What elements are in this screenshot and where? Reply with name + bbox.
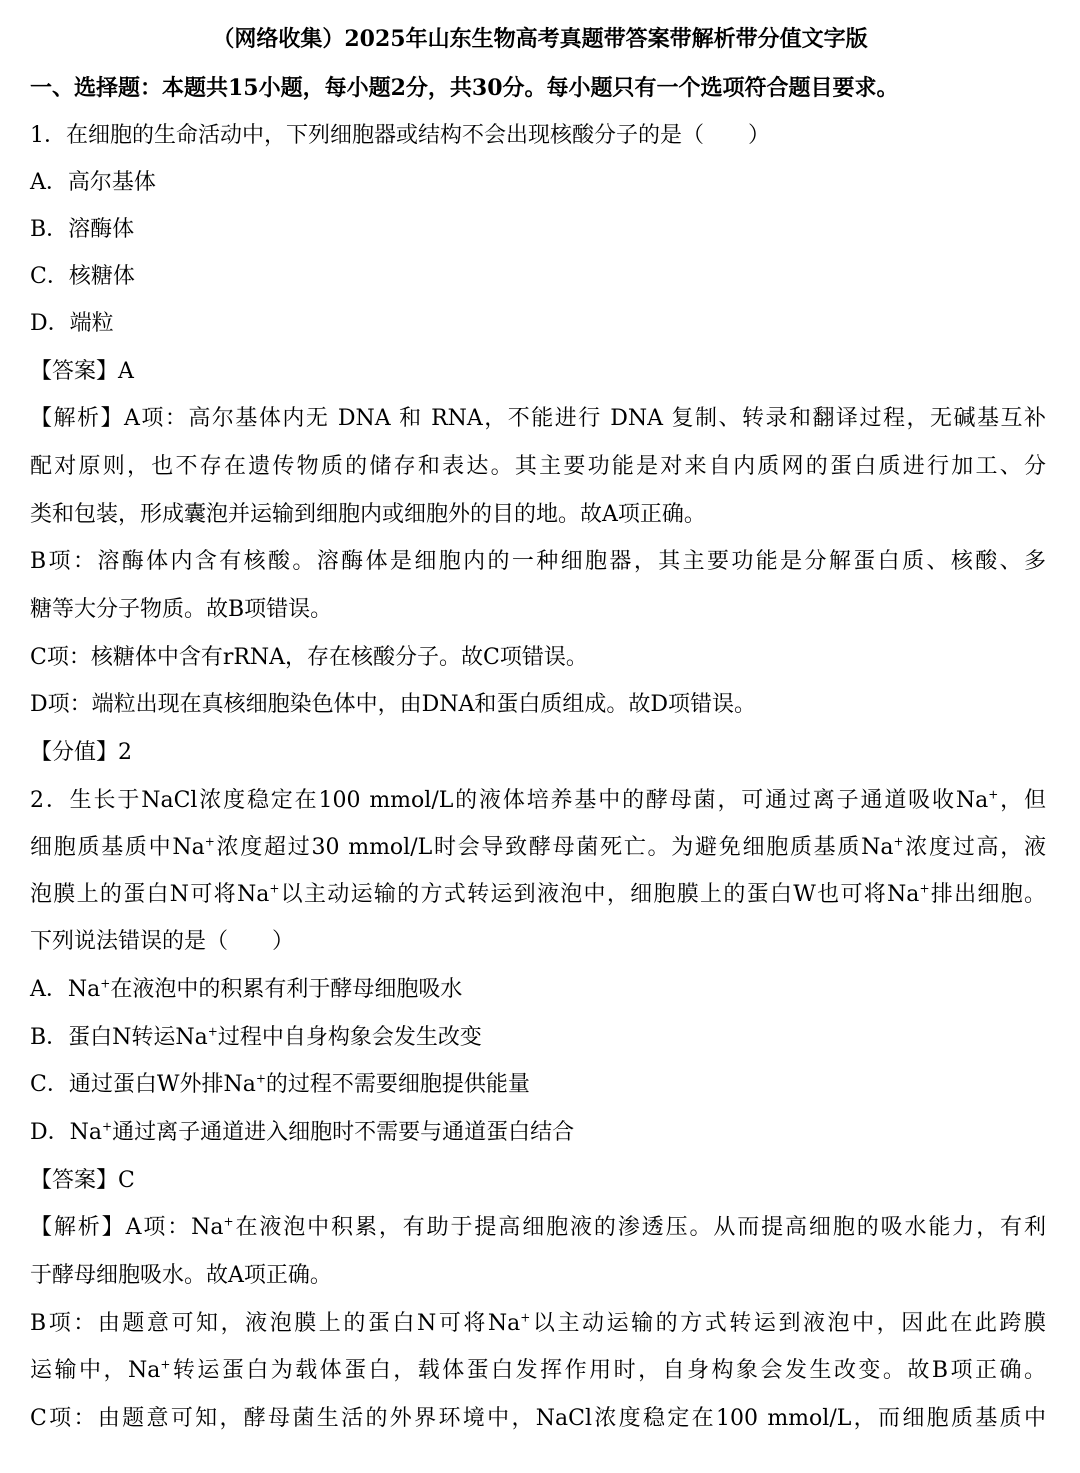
q2-text: 浓度超过30 mmol/L时会导致酵母菌死亡。为避免细胞质基质Na	[214, 835, 894, 860]
q2-text: 在液泡中的积累有利于酵母细胞吸水	[110, 977, 463, 1002]
superscript-plus: +	[988, 787, 999, 802]
superscript-plus: +	[520, 1310, 531, 1325]
q2-text: B项：由题意可知，液泡膜上的蛋白N可将Na	[30, 1311, 521, 1336]
q2-option-d	[30, 1118, 1046, 1148]
q1-option-a: A．高尔基体	[30, 170, 156, 195]
q2-option-a	[30, 975, 1046, 1005]
q2-text: ，但	[998, 788, 1046, 813]
q2-text: 在液泡中积累，有助于提高细胞液的渗透压。从而提高细胞的吸水能力，有利	[233, 1215, 1046, 1240]
q2-text: C．通过蛋白W外排Na	[30, 1072, 256, 1097]
q1-analysis-line: D项：端粒出现在真核细胞染色体中，由DNA和蛋白质组成。故D项错误。	[30, 692, 757, 717]
superscript-plus: +	[207, 1024, 218, 1039]
q2-text: 细胞质基质中Na	[30, 835, 205, 860]
q1-score: 【分值】2	[30, 740, 132, 765]
superscript-plus: +	[269, 881, 280, 896]
q2-stem-line: 下列说法错误的是（ ）	[30, 929, 295, 954]
q2-analysis-line: C项：由题意可知，酵母菌生活的外界环境中，NaCl浓度稳定在100 mmol/L，而细胞质基质中	[30, 1406, 1046, 1431]
section-heading: 一、选择题：本题共15小题，每小题2分，共30分。每小题只有一个选项符合题目要求。	[30, 75, 899, 101]
superscript-plus: +	[919, 881, 930, 896]
q1-analysis-line: 糖等大分子物质。故B项错误。	[30, 597, 333, 622]
q2-analysis-line: 于酵母细胞吸水。故A项正确。	[30, 1263, 332, 1288]
q2-option-c	[30, 1070, 1046, 1100]
q1-analysis-line: 【解析】A项：高尔基体内无 DNA 和 RNA，不能进行 DNA 复制、转录和翻译过程，无碱基互补	[30, 406, 1046, 431]
q2-stem-line	[30, 880, 1046, 910]
q2-text: 浓度过高，液	[903, 835, 1046, 860]
q1-option-b: B．溶酶体	[30, 217, 135, 242]
q1-answer: 【答案】A	[30, 359, 134, 384]
q2-answer: 【答案】C	[30, 1168, 135, 1193]
q1-option-d: D．端粒	[30, 311, 114, 336]
q2-text: D．Na	[30, 1120, 103, 1145]
q2-text: 排出细胞。	[929, 882, 1046, 907]
q2-text: 转运蛋白为载体蛋白，载体蛋白发挥作用时，自身构象会发生改变。故B项正确。	[170, 1358, 1046, 1383]
q2-option-b	[30, 1023, 1046, 1053]
q2-analysis-line	[30, 1213, 1046, 1243]
q2-text: B．蛋白N转运Na	[30, 1025, 208, 1050]
q1-analysis-line: B项：溶酶体内含有核酸。溶酶体是细胞内的一种细胞器，其主要功能是分解蛋白质、核酸、多	[30, 549, 1046, 574]
q1-stem: 1．在细胞的生命活动中，下列细胞器或结构不会出现核酸分子的是（ ）	[30, 123, 770, 148]
superscript-plus: +	[102, 1119, 113, 1134]
q2-analysis-line	[30, 1309, 1046, 1339]
superscript-plus: +	[160, 1357, 171, 1372]
q2-text: 【解析】A项：Na	[30, 1215, 224, 1240]
q2-text: 的过程不需要细胞提供能量	[265, 1072, 530, 1097]
q2-text: 过程中自身构象会发生改变	[217, 1025, 482, 1050]
superscript-plus: +	[223, 1214, 234, 1229]
q1-analysis-line: 配对原则，也不存在遗传物质的储存和表达。其主要功能是对来自内质网的蛋白质进行加工、分	[30, 454, 1046, 479]
superscript-plus: +	[100, 976, 111, 991]
page-title: （网络收集）2025年山东生物高考真题带答案带解析带分值文字版	[212, 26, 868, 52]
q2-stem-line	[30, 833, 1046, 863]
q2-text: 通过离子通道进入细胞时不需要与通道蛋白结合	[112, 1120, 575, 1145]
q1-analysis-line: C项：核糖体中含有rRNA，存在核酸分子。故C项错误。	[30, 645, 588, 670]
q2-text: 泡膜上的蛋白N可将Na	[30, 882, 270, 907]
q2-text: 以主动运输的方式转运到液泡中，因此在此跨膜	[530, 1311, 1046, 1336]
q2-stem-line	[30, 786, 1046, 816]
q2-text: 以主动运输的方式转运到液泡中，细胞膜上的蛋白W也可将Na	[279, 882, 920, 907]
q1-option-c: C．核糖体	[30, 264, 135, 289]
q2-text: A．Na	[30, 977, 101, 1002]
q1-analysis-line: 类和包装，形成囊泡并运输到细胞内或细胞外的目的地。故A项正确。	[30, 502, 706, 527]
q2-text: 运输中，Na	[30, 1358, 161, 1383]
q2-analysis-line	[30, 1356, 1046, 1386]
superscript-plus: +	[893, 834, 904, 849]
superscript-plus: +	[204, 834, 215, 849]
q2-text: 2．生长于NaCl浓度稳定在100 mmol/L的液体培养基中的酵母菌，可通过离子通道吸收Na	[30, 788, 989, 813]
superscript-plus: +	[255, 1071, 266, 1086]
